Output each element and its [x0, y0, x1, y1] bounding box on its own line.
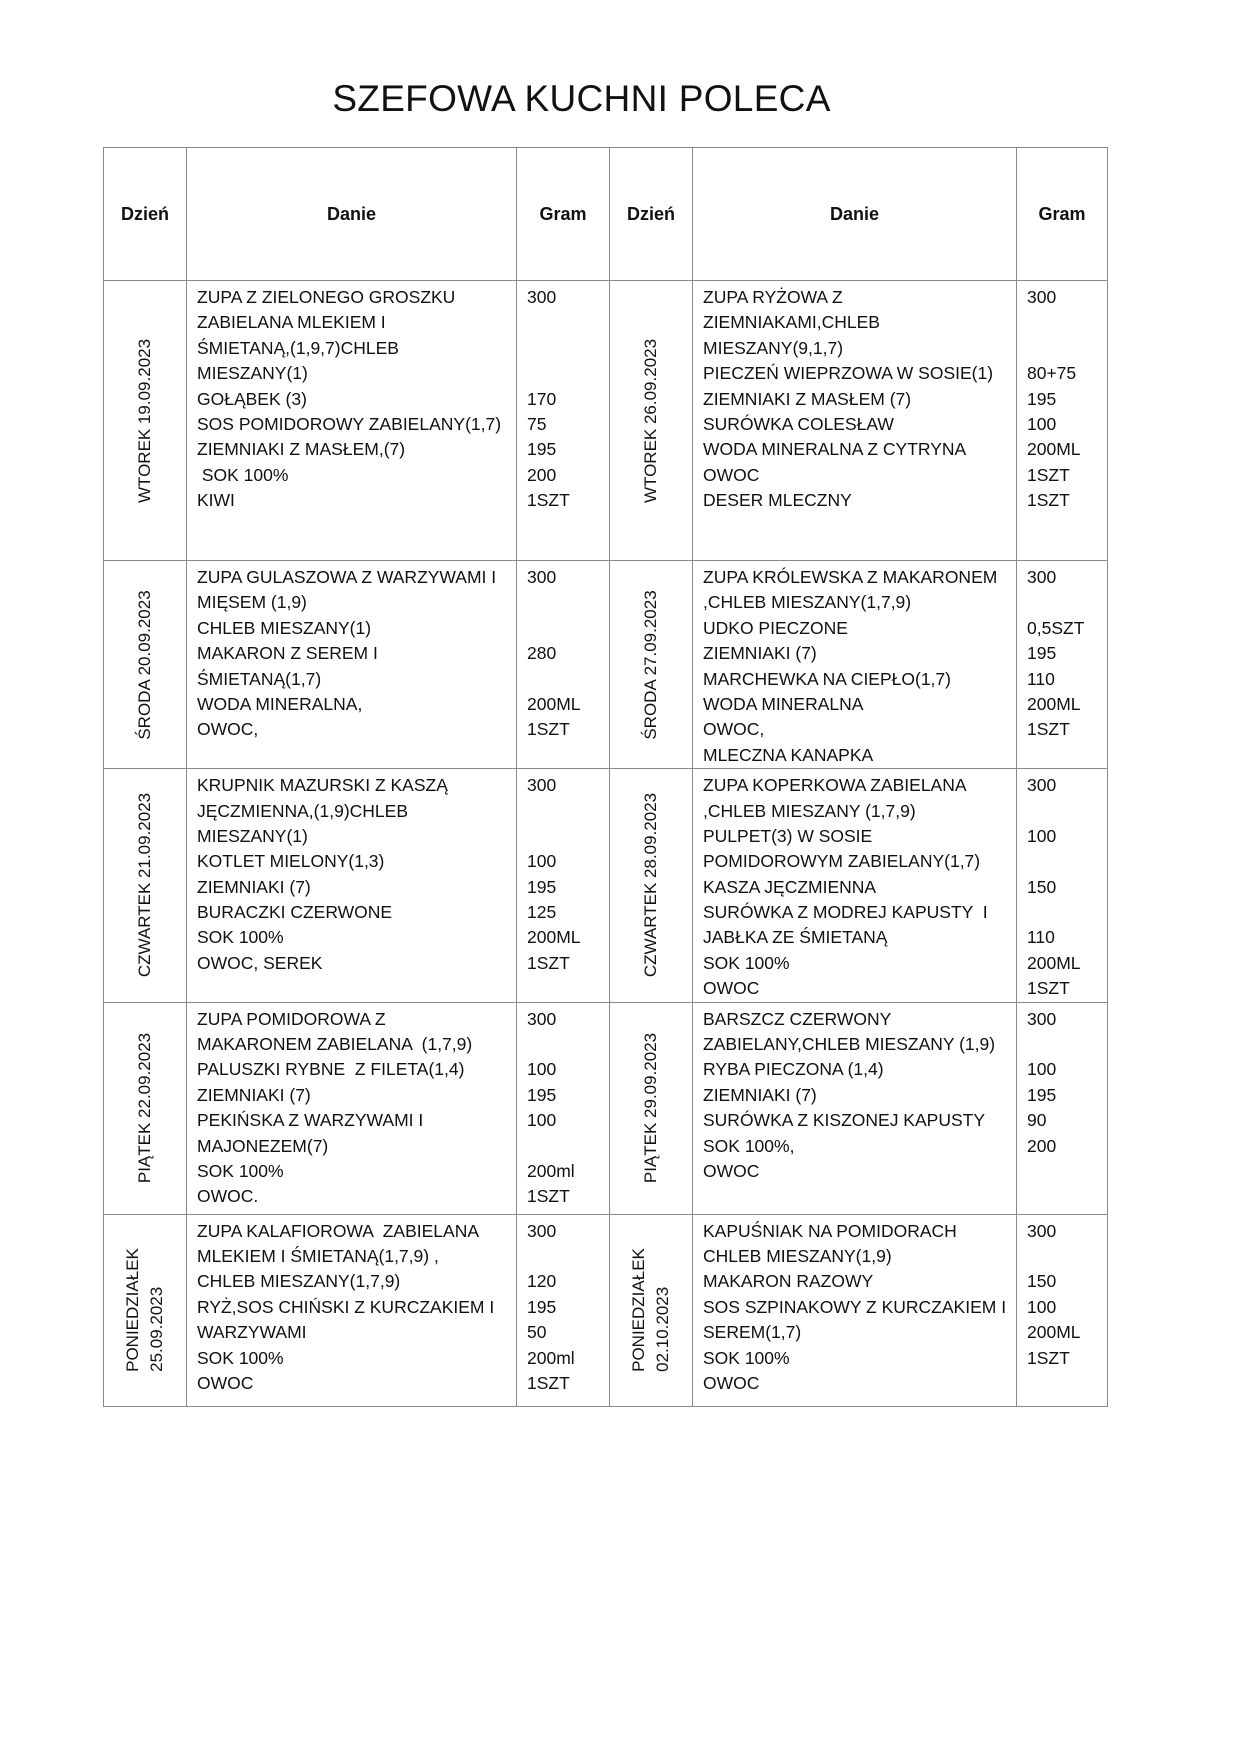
header-gram: Gram — [517, 148, 610, 281]
dish-item: ZUPA KOPERKOWA ZABIELANA — [703, 775, 967, 796]
gram-value: 150 — [1027, 1271, 1057, 1292]
gram-value: 50 — [527, 1322, 547, 1343]
dish-item: CHLEB MIESZANY(1) — [197, 617, 372, 638]
gram-cell — [1017, 561, 1108, 769]
gram-cell — [517, 561, 610, 769]
gram-value: 200 — [1027, 1135, 1057, 1156]
gram-value: 100 — [1027, 1296, 1057, 1317]
dish-item: MAKARON RAZOWY — [703, 1271, 874, 1292]
gram-value: 200ml — [527, 1160, 575, 1181]
gram-value: 100 — [1027, 825, 1057, 846]
dish-item: CHLEB MIESZANY(1,7,9) — [197, 1271, 401, 1292]
dish-item: JABŁKA ZE ŚMIETANĄ — [703, 927, 888, 948]
gram-value: 300 — [1027, 775, 1057, 796]
dish-item: OWOC — [703, 464, 760, 485]
gram-value — [527, 1134, 609, 1159]
dish-item: PIECZEŃ WIEPRZOWA W SOSIE(1) — [703, 363, 994, 384]
gram-value: 300 — [1027, 1220, 1057, 1241]
dish-item: KAPUŚNIAK NA POMIDORACH — [703, 1220, 957, 1241]
dish-item: SOS POMIDOROWY ZABIELANY(1,7) — [197, 413, 502, 434]
gram-value: 170 — [527, 388, 557, 409]
gram-value: 300 — [527, 1220, 557, 1241]
dish-item: MAKARONEM ZABIELANA (1,7,9) — [197, 1034, 473, 1055]
dish-item: SOK 100%, — [703, 1135, 795, 1156]
dish-item: KOTLET MIELONY(1,3) — [197, 851, 385, 872]
gram-value: 300 — [527, 567, 557, 587]
dish-item: OWOC. — [197, 1186, 259, 1207]
dish-item: PALUSZKI RYBNE Z FILETA(1,4) — [197, 1059, 465, 1080]
dish-cell — [693, 561, 1017, 769]
gram-value: 100 — [1027, 413, 1057, 434]
dish-item: SOK 100% — [703, 952, 790, 973]
day-cell — [610, 1002, 693, 1214]
gram-value: 200 — [527, 464, 557, 485]
dish-cell — [693, 769, 1017, 1003]
gram-value: 1SZT — [1027, 719, 1070, 740]
day-label: WTOREK 19.09.2023 — [135, 338, 154, 503]
gram-value — [527, 824, 609, 849]
dish-item: OWOC, — [197, 719, 259, 740]
day-label: ŚRODA 27.09.2023 — [641, 589, 660, 740]
gram-value: 200ML — [1027, 693, 1081, 714]
day-cell — [104, 281, 187, 561]
gram-value — [1027, 336, 1107, 361]
gram-value: 200ML — [527, 927, 581, 948]
dish-item: WODA MINERALNA Z CYTRYNA — [703, 439, 967, 460]
gram-value: 195 — [1027, 388, 1057, 409]
gram-value: 195 — [1027, 1084, 1057, 1105]
dish-item: ZIEMNIAKI Z MASŁEM (7) — [703, 388, 912, 409]
gram-value: 200ML — [1027, 1322, 1081, 1343]
day-label: CZWARTEK 28.09.2023 — [641, 793, 660, 978]
gram-value: 100 — [527, 1059, 557, 1080]
gram-cell — [1017, 281, 1108, 561]
gram-value — [1027, 849, 1107, 874]
dish-item: OWOC — [197, 1372, 254, 1393]
day-label: ŚRODA 20.09.2023 — [135, 589, 154, 740]
gram-value: 90 — [1027, 1110, 1047, 1131]
dish-item: MARCHEWKA NA CIEPŁO(1,7) — [703, 668, 951, 689]
dish-item: ZIEMNIAKI (7) — [703, 643, 817, 664]
dish-item: MAJONEZEM(7) — [197, 1135, 329, 1156]
menu-row — [104, 1214, 1108, 1406]
gram-value: 300 — [1027, 567, 1057, 587]
dish-item: ZUPA KRÓLEWSKA Z MAKARONEM — [703, 567, 998, 587]
menu-row — [104, 281, 1108, 561]
dish-item: SEREM(1,7) — [703, 1322, 802, 1343]
gram-value: 1SZT — [1027, 978, 1070, 999]
dish-item: ZABIELANA MLEKIEM I — [197, 312, 386, 333]
dish-item: ŚMIETANĄ,(1,9,7)CHLEB — [197, 337, 399, 358]
dish-item: BURACZKI CZERWONE — [197, 902, 393, 923]
gram-value — [527, 1032, 609, 1057]
gram-value — [527, 799, 609, 824]
gram-value: 1SZT — [527, 490, 570, 511]
dish-item: ZUPA GULASZOWA Z WARZYWAMI I — [197, 567, 497, 587]
gram-value: 200ML — [1027, 952, 1081, 973]
gram-value: 1SZT — [1027, 1347, 1070, 1368]
gram-cell — [517, 281, 610, 561]
dish-item: SOK 100% — [197, 1160, 284, 1181]
dish-item: SOK 100% — [197, 1347, 284, 1368]
dish-item: DESER MLECZNY — [703, 490, 852, 511]
dish-item: PEKIŃSKA Z WARZYWAMI I — [197, 1110, 424, 1131]
dish-item: ZABIELANY,CHLEB MIESZANY (1,9) — [703, 1034, 996, 1055]
day-label: PONIEDZIAŁEK 02.10.2023 — [629, 1248, 672, 1373]
dish-cell — [187, 281, 517, 561]
gram-value — [1027, 590, 1107, 615]
header-gram: Gram — [1017, 148, 1108, 281]
gram-value — [1027, 1032, 1107, 1057]
gram-cell — [1017, 1002, 1108, 1214]
gram-value: 1SZT — [1027, 464, 1070, 485]
dish-item: ŚMIETANĄ(1,7) — [197, 668, 322, 689]
dish-item: ZIEMNIAKAMI,CHLEB — [703, 312, 880, 333]
gram-value — [1027, 1159, 1107, 1184]
dish-cell — [187, 1214, 517, 1406]
dish-item: SURÓWKA Z MODREJ KAPUSTY I — [703, 902, 988, 923]
dish-item: PULPET(3) W SOSIE — [703, 825, 873, 846]
dish-item: ZUPA POMIDOROWA Z — [197, 1008, 386, 1029]
gram-value — [1027, 1371, 1107, 1396]
header-day: Dzień — [610, 148, 693, 281]
dish-item: OWOC — [703, 1372, 760, 1393]
gram-value: 300 — [527, 775, 557, 796]
gram-value: 200ML — [527, 693, 581, 714]
gram-cell — [517, 769, 610, 1003]
gram-value: 300 — [1027, 287, 1057, 307]
gram-value: 1SZT — [527, 719, 570, 740]
gram-value — [1027, 799, 1107, 824]
menu-table — [103, 147, 1108, 1407]
gram-value: 100 — [527, 1110, 557, 1131]
header-row — [104, 148, 1108, 281]
dish-item: MAKARON Z SEREM I — [197, 643, 378, 664]
gram-value: 300 — [1027, 1008, 1057, 1029]
gram-value: 110 — [1027, 668, 1055, 689]
dish-item: POMIDOROWYM ZABIELANY(1,7) — [703, 851, 981, 872]
day-label: PIĄTEK 29.09.2023 — [641, 1033, 660, 1184]
dish-item: RYŻ,SOS CHIŃSKI Z KURCZAKIEM I — [197, 1296, 495, 1317]
gram-value: 0,5SZT — [1027, 617, 1085, 638]
header-day: Dzień — [104, 148, 187, 281]
dish-item: ZUPA Z ZIELONEGO GROSZKU — [197, 287, 456, 307]
header-dish: Danie — [693, 148, 1017, 281]
dish-item: MIESZANY(9,1,7) — [703, 337, 844, 358]
dish-item: OWOC — [703, 1160, 760, 1181]
dish-item: OWOC, — [703, 719, 765, 740]
gram-value — [1027, 900, 1107, 925]
gram-value: 280 — [527, 643, 557, 664]
dish-item: ZUPA KALAFIOROWA ZABIELANA — [197, 1220, 480, 1241]
menu-body — [104, 281, 1108, 1407]
dish-item: ZIEMNIAKI Z MASŁEM,(7) — [197, 439, 406, 460]
dish-item: CHLEB MIESZANY(1,9) — [703, 1246, 892, 1267]
day-cell — [610, 561, 693, 769]
day-label: WTOREK 26.09.2023 — [641, 338, 660, 503]
gram-value: 1SZT — [527, 952, 570, 973]
gram-value: 150 — [1027, 876, 1057, 897]
header-dish: Danie — [187, 148, 517, 281]
gram-value: 100 — [1027, 1059, 1057, 1080]
dish-item: OWOC, SEREK — [197, 952, 323, 973]
day-label: CZWARTEK 21.09.2023 — [135, 793, 154, 978]
gram-value: 80+75 — [1027, 363, 1077, 384]
gram-value: 200ml — [527, 1347, 575, 1368]
dish-cell — [693, 281, 1017, 561]
dish-item: ZUPA RYŻOWA Z — [703, 287, 843, 307]
gram-value — [527, 590, 609, 615]
gram-value: 195 — [527, 1296, 557, 1317]
dish-item: WARZYWAMI — [197, 1322, 307, 1343]
gram-value: 300 — [527, 287, 557, 307]
dish-item: ZIEMNIAKI (7) — [197, 876, 311, 897]
day-cell — [104, 769, 187, 1003]
day-cell — [610, 281, 693, 561]
gram-cell — [1017, 1214, 1108, 1406]
day-cell — [104, 1002, 187, 1214]
gram-value — [1027, 1244, 1107, 1269]
dish-item: MLEKIEM I ŚMIETANĄ(1,7,9) , — [197, 1246, 439, 1267]
gram-cell — [517, 1214, 610, 1406]
gram-cell — [1017, 769, 1108, 1003]
gram-value: 125 — [527, 902, 557, 923]
dish-item: SOS SZPINAKOWY Z KURCZAKIEM I — [703, 1296, 1007, 1317]
dish-cell — [693, 1214, 1017, 1406]
dish-item: ZIEMNIAKI (7) — [703, 1084, 817, 1105]
dish-item: OWOC — [703, 978, 760, 999]
dish-item: SURÓWKA Z KISZONEJ KAPUSTY — [703, 1110, 985, 1131]
gram-value: 195 — [527, 439, 557, 460]
day-label: PONIEDZIAŁEK 25.09.2023 — [123, 1248, 166, 1373]
menu-row — [104, 561, 1108, 769]
gram-value: 110 — [1027, 927, 1055, 948]
dish-item: UDKO PIECZONE — [703, 617, 848, 638]
day-label: PIĄTEK 22.09.2023 — [135, 1033, 154, 1184]
gram-value: 75 — [527, 413, 547, 434]
gram-value — [527, 1244, 609, 1269]
dish-item: WODA MINERALNA — [703, 693, 864, 714]
menu-row — [104, 1002, 1108, 1214]
gram-value — [527, 667, 609, 692]
dish-item: BARSZCZ CZERWONY — [703, 1008, 892, 1029]
gram-value: 100 — [527, 851, 557, 872]
day-cell — [610, 1214, 693, 1406]
dish-item: GOŁĄBEK (3) — [197, 388, 307, 409]
day-cell — [104, 561, 187, 769]
dish-item: ,CHLEB MIESZANY(1,7,9) — [703, 592, 912, 613]
dish-item: JĘCZMIENNA,(1,9)CHLEB — [197, 800, 409, 821]
dish-item: MIĘSEM (1,9) — [197, 592, 307, 613]
gram-value — [1027, 743, 1107, 768]
dish-item: KIWI — [197, 490, 235, 511]
gram-value — [527, 616, 609, 641]
gram-value — [527, 310, 609, 335]
gram-value: 1SZT — [527, 1186, 570, 1207]
gram-value: 195 — [1027, 643, 1057, 664]
dish-item: MIESZANY(1) — [197, 825, 308, 846]
gram-value: 120 — [527, 1271, 557, 1292]
dish-item: WODA MINERALNA, — [197, 693, 363, 714]
day-cell — [104, 1214, 187, 1406]
dish-item: SOK 100% — [197, 464, 289, 485]
gram-value: 1SZT — [527, 1372, 570, 1393]
gram-value — [527, 361, 609, 386]
dish-item: MLECZNA KANAPKA — [703, 744, 874, 765]
gram-cell — [517, 1002, 610, 1214]
dish-item: KRUPNIK MAZURSKI Z KASZĄ — [197, 775, 448, 796]
dish-item: MIESZANY(1) — [197, 363, 308, 384]
dish-item: ZIEMNIAKI (7) — [197, 1084, 311, 1105]
gram-value — [1027, 310, 1107, 335]
gram-value: 195 — [527, 876, 557, 897]
gram-value: 300 — [527, 1008, 557, 1029]
gram-value: 195 — [527, 1084, 557, 1105]
gram-value: 200ML — [1027, 439, 1081, 460]
menu-row — [104, 769, 1108, 1003]
page-title: SZEFOWA KUCHNI POLECA — [332, 78, 831, 119]
dish-cell — [187, 1002, 517, 1214]
dish-item: KASZA JĘCZMIENNA — [703, 876, 877, 897]
dish-cell — [187, 769, 517, 1003]
dish-cell — [693, 1002, 1017, 1214]
gram-value — [527, 336, 609, 361]
dish-item: SOK 100% — [703, 1347, 790, 1368]
dish-item: SOK 100% — [197, 927, 284, 948]
dish-item: RYBA PIECZONA (1,4) — [703, 1059, 884, 1080]
day-cell — [610, 769, 693, 1003]
dish-item: SURÓWKA COLESŁAW — [703, 413, 894, 434]
dish-cell — [187, 561, 517, 769]
gram-value: 1SZT — [1027, 490, 1070, 511]
dish-item: ,CHLEB MIESZANY (1,7,9) — [703, 800, 916, 821]
